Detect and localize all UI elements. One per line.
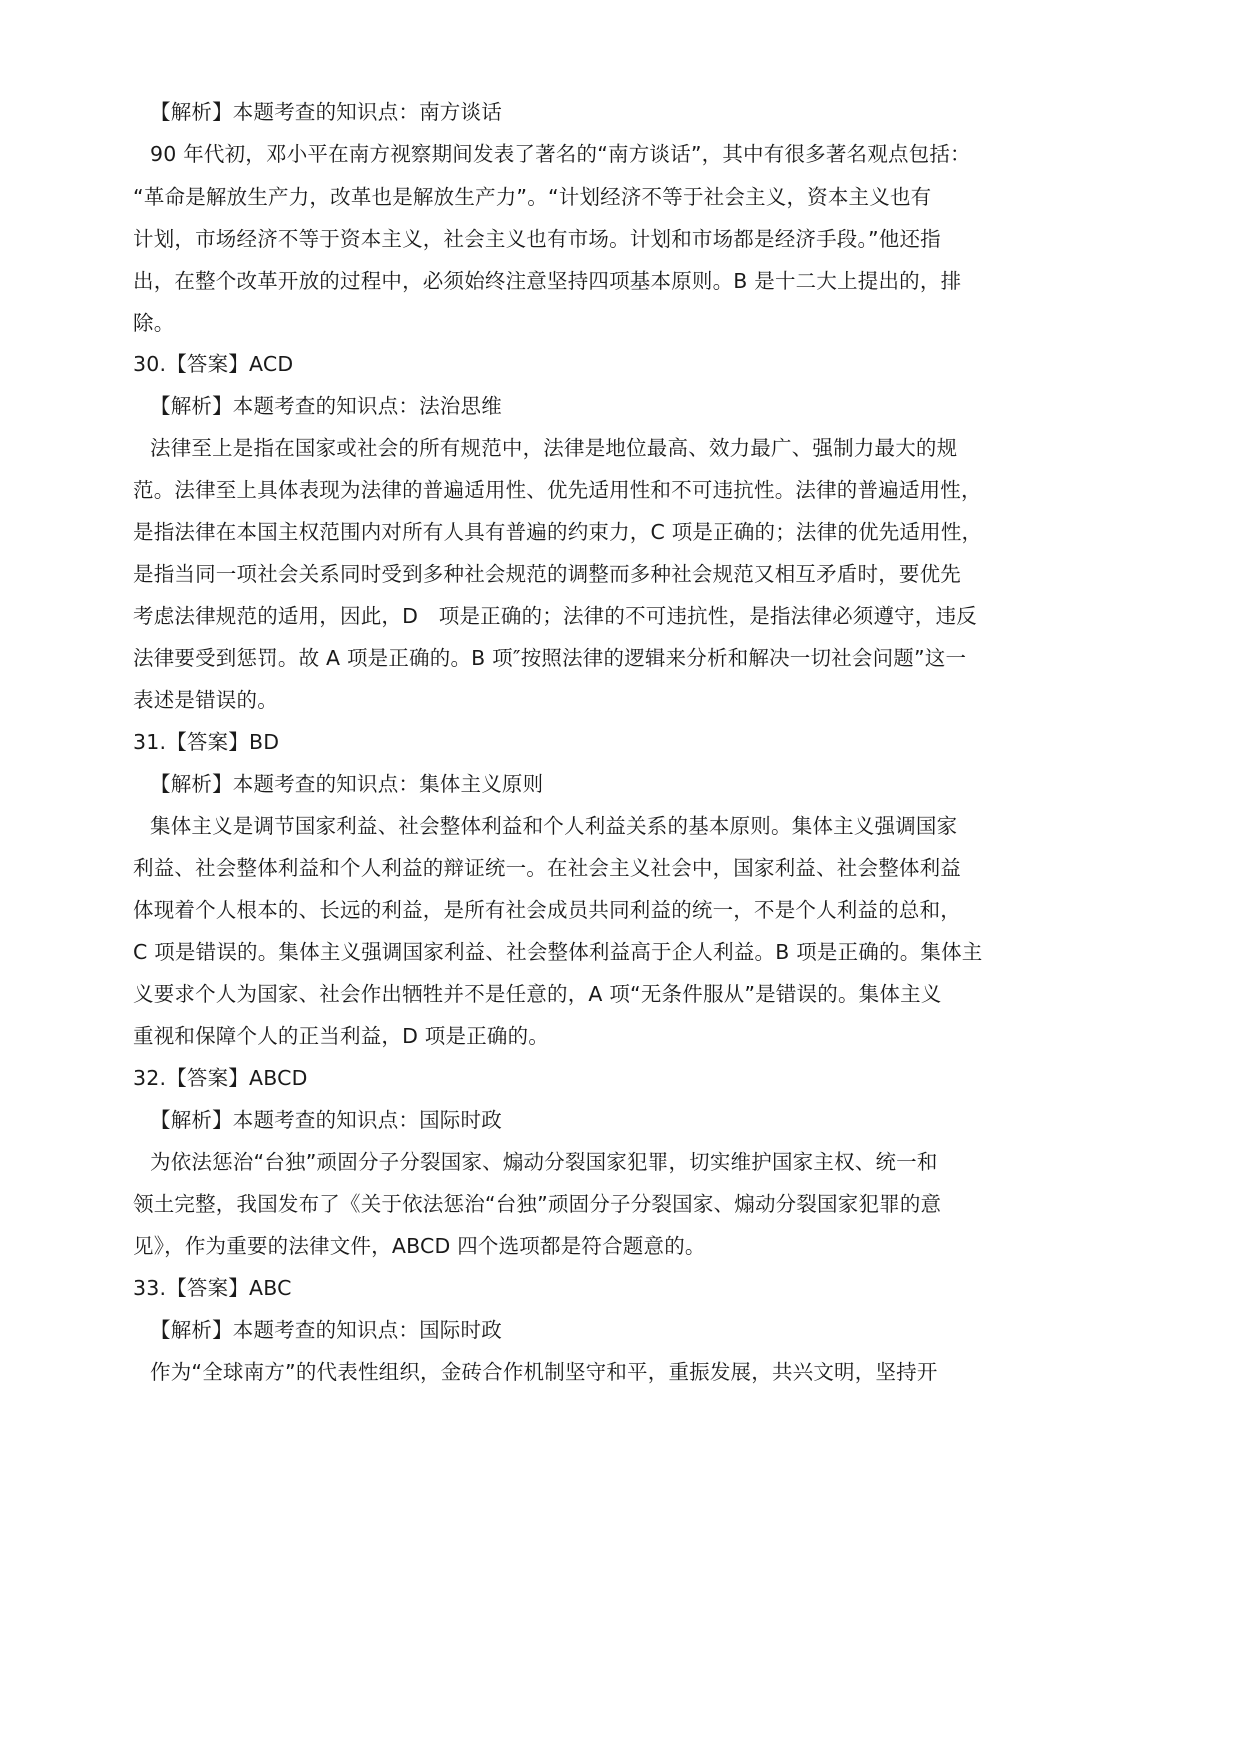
paragraph-line: 出，在整个改革开放的过程中，必须始终注意坚持四项基本原则。B 是十二大上提出的，排 <box>133 269 962 293</box>
paragraph-line: 为依法惩治“台独”顽固分子分裂国家、煽动分裂国家犯罪，切实维护国家主权、统一和 <box>150 1150 938 1174</box>
analysis-heading: 【解析】本题考查的知识点：法治思维 <box>150 394 502 418</box>
analysis-heading: 【解析】本题考查的知识点：国际时政 <box>150 1108 502 1132</box>
paragraph-line: 90 年代初，邓小平在南方视察期间发表了著名的“南方谈话”，其中有很多著名观点包括： <box>150 142 971 166</box>
paragraph-line: 义要求个人为国家、社会作出牺牲并不是任意的，A 项“无条件服从”是错误的。集体主义 <box>133 982 942 1006</box>
paragraph-line: 见》，作为重要的法律文件，ABCD 四个选项都是符合题意的。 <box>133 1234 706 1258</box>
analysis-heading: 【解析】本题考查的知识点：南方谈话 <box>150 100 502 124</box>
paragraph-line: 是指当同一项社会关系同时受到多种社会规范的调整而多种社会规范又相互矛盾时，要优先 <box>133 562 961 586</box>
answer-heading-33: 33.【答案】ABC <box>133 1276 292 1300</box>
paragraph-line: 计划，市场经济不等于资本主义，社会主义也有市场。计划和市场都是经济手段。”他还指 <box>133 227 941 251</box>
analysis-heading: 【解析】本题考查的知识点：集体主义原则 <box>150 772 544 796</box>
paragraph-line: 重视和保障个人的正当利益，D 项是正确的。 <box>133 1024 550 1048</box>
paragraph-line: 是指法律在本国主权范围内对所有人具有普遍的约束力，C 项是正确的；法律的优先适用性， <box>133 520 983 544</box>
answer-heading-31: 31.【答案】BD <box>133 730 280 754</box>
paragraph-line: 体现着个人根本的、长远的利益，是所有社会成员共同利益的统一，不是个人利益的总和， <box>133 898 961 922</box>
paragraph-line: 法律要受到惩罚。故 A 项是正确的。B 项″按照法律的逻辑来分析和解决一切社会问题”这一 <box>133 646 967 670</box>
paragraph-line: 领土完整，我国发布了《关于依法惩治“台独”顽固分子分裂国家、煽动分裂国家犯罪的意 <box>133 1192 942 1216</box>
paragraph-line: 作为“全球南方”的代表性组织，金砖合作机制坚守和平，重振发展，共兴文明，坚持开 <box>150 1360 938 1384</box>
paragraph-line: 除。 <box>133 311 175 335</box>
paragraph-line: 表述是错误的。 <box>133 688 278 712</box>
paragraph-line: 集体主义是调节国家利益、社会整体利益和个人利益关系的基本原则。集体主义强调国家 <box>150 814 958 838</box>
paragraph-line: 考虑法律规范的适用，因此，D 项是正确的；法律的不可违抗性，是指法律必须遵守，违反 <box>133 604 977 628</box>
paragraph-line: C 项是错误的。集体主义强调国家利益、社会整体利益高于企人利益。B 项是正确的。集体主 <box>133 940 983 964</box>
paragraph-line: 法律至上是指在国家或社会的所有规范中，法律是地位最高、效力最广、强制力最大的规 <box>150 436 958 460</box>
paragraph-line: 利益、社会整体利益和个人利益的辩证统一。在社会主义社会中，国家利益、社会整体利益 <box>133 856 961 880</box>
analysis-heading: 【解析】本题考查的知识点：国际时政 <box>150 1318 502 1342</box>
paragraph-line: 范。法律至上具体表现为法律的普遍适用性、优先适用性和不可违抗性。法律的普遍适用性， <box>133 478 982 502</box>
answer-heading-30: 30.【答案】ACD <box>133 352 294 376</box>
answer-heading-32: 32.【答案】ABCD <box>133 1066 308 1090</box>
paragraph-line: “革命是解放生产力，改革也是解放生产力”。“计划经济不等于社会主义，资本主义也有 <box>133 185 932 209</box>
